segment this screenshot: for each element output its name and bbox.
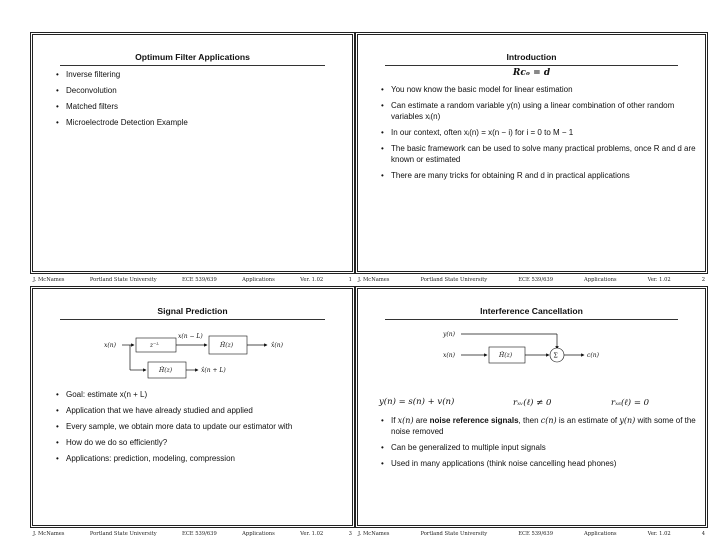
footer-author: J. McNames: [358, 277, 390, 283]
footer-course: ECE 539/639: [182, 531, 217, 537]
delayed-label: x(n − L): [178, 333, 203, 340]
footer-course: ECE 539/639: [518, 531, 553, 537]
bullet-item: • You now know the basic model for linear estimation: [381, 84, 698, 95]
bullet-item: • Goal: estimate x(n + L): [56, 389, 345, 400]
slide-3: [30, 286, 355, 539]
footer-section: Applications: [242, 531, 275, 537]
filter-label: Ĥ(z): [499, 352, 513, 359]
bullet-item: • Can be generalized to multiple input signals: [381, 442, 698, 453]
prediction-block-diagram: [90, 330, 340, 390]
noise-reference-emphasis: noise reference signals: [429, 416, 519, 425]
sum-symbol: Σ: [553, 352, 558, 360]
title-rule: [385, 65, 678, 66]
x-n-symbol: x(n): [397, 416, 414, 425]
bullet-item: • Application that we have already studied and applied: [56, 405, 345, 416]
bullet-item: • There are many tricks for obtaining R and d in practical applications: [381, 170, 698, 181]
slide-number: 1: [348, 277, 352, 283]
bullet-item: • In our context, often xᵢ(n) = x(n − i) for i = 0 to M − 1: [381, 127, 698, 138]
bullet-list: [56, 389, 345, 469]
bullet-item: • Can estimate a random variable y(n) using a linear combination of other random variables xᵢ(n): [381, 100, 698, 122]
slide-footer: [30, 275, 355, 285]
slide-footer: [30, 529, 355, 539]
footer-author: J. McNames: [358, 531, 390, 537]
footer-university: Portland State University: [89, 531, 157, 537]
slide-4: [355, 286, 708, 539]
title-rule: [60, 319, 325, 320]
filter-label: Ĥ(z): [220, 342, 234, 349]
bullet-list: [381, 415, 698, 474]
slide-1: [30, 32, 355, 285]
bullet-item: • Deconvolution: [56, 85, 345, 96]
footer-author: J. McNames: [33, 531, 65, 537]
input-label: x(n): [104, 342, 116, 349]
bullet-list: [56, 69, 345, 133]
output-label: c(n): [587, 352, 599, 359]
footer-section: Applications: [584, 531, 617, 537]
slide-footer: [355, 529, 708, 539]
c-n-symbol: c(n): [540, 416, 557, 425]
filter-label-2: Ĥ(z): [159, 367, 173, 374]
footer-version: Ver. 1.02: [300, 531, 324, 537]
footer-university: Portland State University: [420, 277, 488, 283]
correlation-signal-equation: rₓₛ(ℓ) = 0: [611, 398, 650, 408]
footer-section: Applications: [584, 277, 617, 283]
footer-version: Ver. 1.02: [647, 531, 671, 537]
bullet-item: • The basic framework can be used to solve many practical problems, once R and d are known or estimated: [381, 143, 698, 165]
wiener-hopf-equation: Rcₒ = d: [512, 68, 551, 78]
slide-2: [355, 32, 708, 285]
slide-number: 2: [701, 277, 705, 283]
footer-version: Ver. 1.02: [300, 277, 324, 283]
bullet-item: • Used in many applications (think noise cancelling head phones): [381, 458, 698, 469]
slide-title: Signal Prediction: [157, 306, 228, 316]
slide-number: 4: [701, 531, 705, 537]
footer-university: Portland State University: [420, 531, 488, 537]
input-label: x(n): [443, 352, 455, 359]
output-label: x̂(n): [271, 342, 283, 349]
title-rule: [385, 319, 678, 320]
bullet-item: • Inverse filtering: [56, 69, 345, 80]
output-label-2: x̂(n + L): [201, 367, 226, 374]
footer-university: Portland State University: [89, 277, 157, 283]
footer-version: Ver. 1.02: [647, 277, 671, 283]
bullet-item: • Matched filters: [56, 101, 345, 112]
footer-course: ECE 539/639: [518, 277, 553, 283]
correlation-noise-equation: rₓᵥ(ℓ) ≠ 0: [513, 398, 552, 408]
slide-title: Introduction: [506, 52, 557, 62]
delay-label: z⁻ᴸ: [150, 342, 159, 349]
bullet-list: [381, 84, 698, 186]
footer-course: ECE 539/639: [182, 277, 217, 283]
bullet-item: • If x(n) are noise reference signals, then c(n) is an estimate of y(n) with some of the noise removed: [381, 415, 698, 437]
footer-section: Applications: [242, 277, 275, 283]
slide-footer: [355, 275, 708, 285]
y-n-symbol: y(n): [619, 416, 636, 425]
primary-label: y(n): [443, 331, 455, 338]
title-rule: [60, 65, 325, 66]
slide-number: 3: [348, 531, 352, 537]
bullet-item: • How do we do so efficiently?: [56, 437, 345, 448]
cancellation-block-diagram: [439, 328, 639, 370]
signal-model-equation: y(n) = s(n) + v(n): [379, 397, 455, 407]
footer-author: J. McNames: [33, 277, 65, 283]
bullet-item: • Every sample, we obtain more data to update our estimator with: [56, 421, 345, 432]
slide-title: Interference Cancellation: [480, 306, 583, 316]
bullet-item: • Microelectrode Detection Example: [56, 117, 345, 128]
slide-title: Optimum Filter Applications: [135, 52, 250, 62]
bullet-item: • Applications: prediction, modeling, compression: [56, 453, 345, 464]
